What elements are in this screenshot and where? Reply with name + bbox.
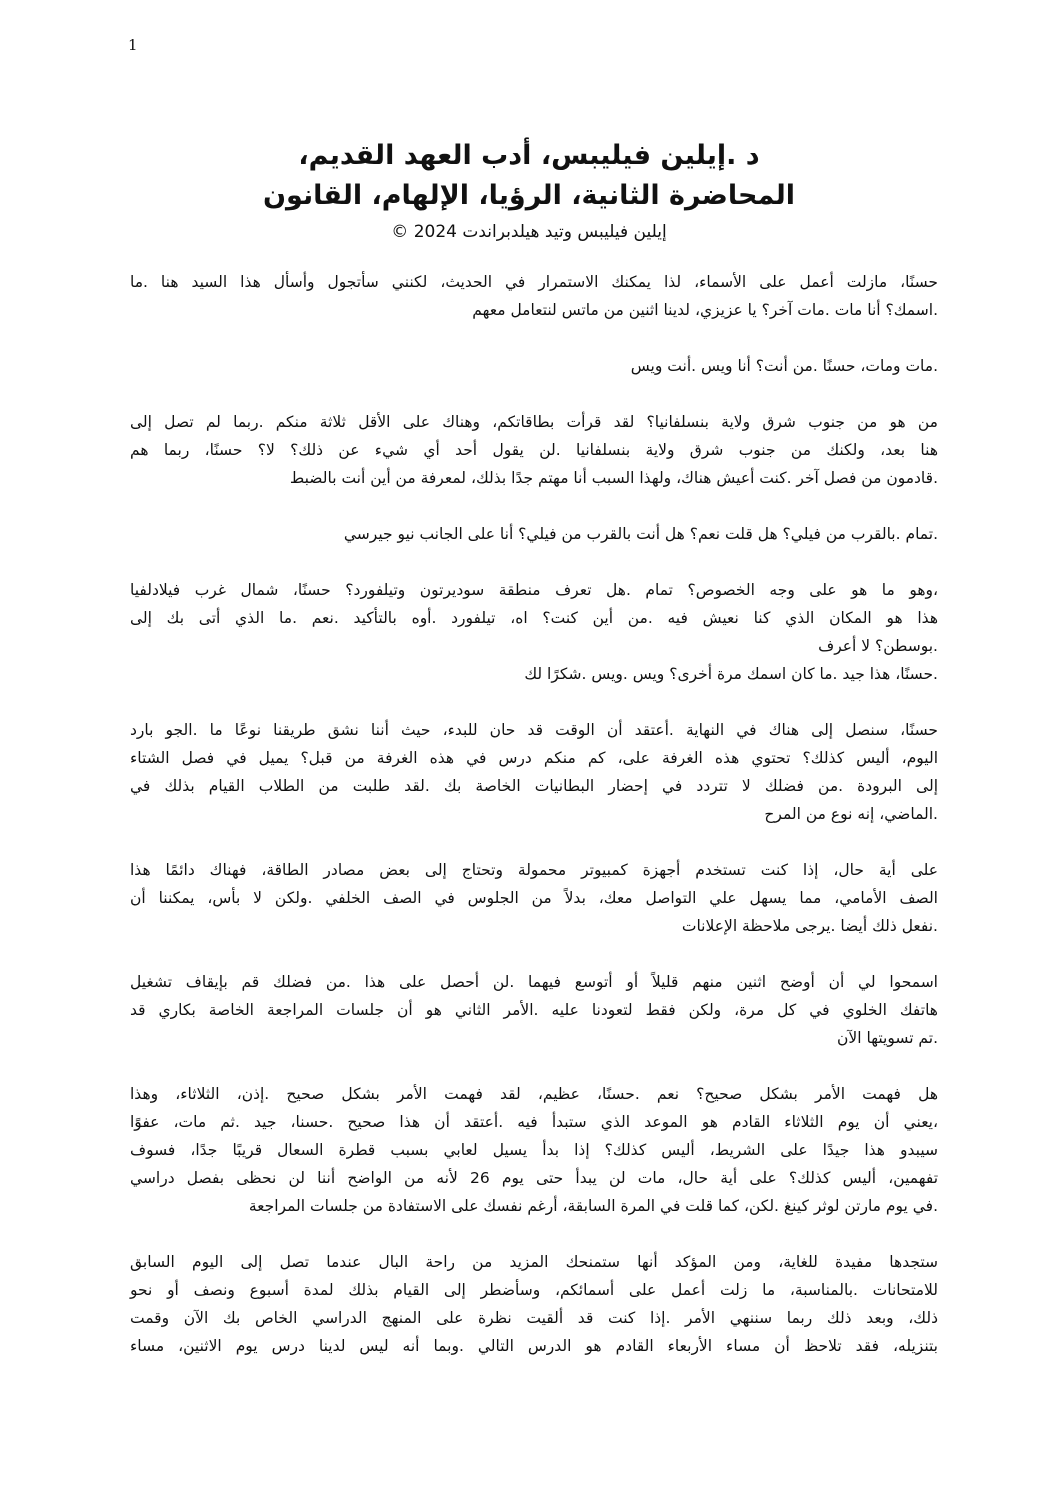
paragraph	[130, 520, 938, 548]
paragraph-line: سيبدو هذا جيدًا على الشريط، أليس كذلك؟ إذا بدأ يسيل لعابي بسبب قطرة السعال قريبًا جدًا، فسوف	[130, 1141, 938, 1159]
paragraph	[130, 1248, 938, 1360]
paragraph-line: اسمحوا لي أن أوضح اثنين منهم قليلاً أو أتوسع فيهما .لن أحصل على هذا .من فضلك قم بإيقاف تشغيل	[130, 973, 938, 991]
paragraph-line: .قادمون من فصل آخر .كنت أعيش هناك، ولهذا السبب أنا مهتم جدًا بذلك، لمعرفة من أين أنت بالضبط	[289, 469, 938, 487]
paragraph-line: ذلك، وبعد ذلك ربما سننهي الأمر .إذا كنت قد ألقيت نظرة على المنهج الدراسي الخاص بك الآن وقمت	[130, 1309, 938, 1327]
paragraph-line: من هو من جنوب شرق ولاية بنسلفانيا؟ لقد قرأت بطاقاتكم، وهناك على الأقل ثلاثة منكم .ربما لم تصل إلى	[130, 413, 938, 431]
document-title-line-2: المحاضرة الثانية، الرؤيا، الإلهام، القانون	[263, 180, 795, 211]
paragraph-line: .مات ومات، حسنًا .من أنت؟ أنا ويس .أنت ويس	[630, 357, 938, 375]
paragraph-line: هنا بعد، ولكنك من جنوب شرق ولاية بنسلفانيا .لن يقول أحد أي شيء عن ذلك؟ لا؟ حسنًا، ربما هم	[130, 441, 938, 459]
paragraph	[130, 716, 938, 828]
paragraph-line: حسنًا، مازلت أعمل على الأسماء، لذا يمكنك الاستمرار في الحديث، لكنني سأتجول وأسأل هذا السيد هنا .ما	[130, 273, 938, 291]
paragraph-line: الصف الأمامي، مما يسهل علي التواصل معك، بدلاً من الجلوس في الصف الخلفي .ولكن لا بأس، يمكننا أن	[130, 889, 938, 907]
paragraph-line: هل فهمت الأمر بشكل صحيح؟ نعم .حسنًا، عظيم، لقد فهمت الأمر بشكل صحيح .إذن، الثلاثاء، وهذا	[130, 1085, 938, 1103]
paragraph-line: هاتفك الخلوي في كل مرة، ولكن فقط لتعودنا عليه .الأمر الثاني هو أن جلسات المراجعة الخاصة بكاري قد	[130, 1001, 938, 1019]
paragraph-line: على أية حال، إذا كنت تستخدم أجهزة كمبيوتر محمولة وتحتاج إلى بعض مصادر الطاقة، فهناك دائمًا هذا	[130, 861, 938, 879]
paragraph-line: بتنزيله، فقد تلاحظ أن مساء الأربعاء القادم هو الدرس التالي .وبما أنه ليس لدينا درس يوم الاثنين، مساء	[130, 1337, 938, 1355]
paragraph-line: .في يوم مارتن لوثر كينغ .لكن، كما قلت في المرة السابقة، أرغم نفسك على الاستفادة من جلسات المراجعة	[248, 1197, 938, 1215]
page-number: 1	[128, 36, 138, 54]
paragraph	[130, 1080, 938, 1220]
paragraph	[130, 352, 938, 380]
copyright-line: إيلين فيليبس وتيد هيلدبراندت 2024 ©	[391, 222, 667, 242]
paragraph-line: .نفعل ذلك أيضا .يرجى ملاحظة الإعلانات	[681, 917, 938, 935]
paragraph-line: إلى البرودة .من فضلك لا تتردد في إحضار البطانيات الخاصة بك .لقد طلبت من الطلاب القيام بذلك في	[130, 777, 938, 795]
paragraph-line: .تم تسويتها الآن	[837, 1029, 938, 1047]
document-title-line-1: د .إيلين فيليبس، أدب العهد القديم،	[298, 140, 760, 171]
paragraph	[130, 576, 938, 688]
paragraph-line: ،وهو ما هو على وجه الخصوص؟ تمام .هل تعرف منطقة سوديرتون وتيلفورد؟ حسنًا، شمال غرب فيلادلفيا	[130, 581, 938, 599]
paragraph-line: .حسنًا، هذا جيد .ما كان اسمك مرة أخرى؟ ويس .ويس .شكرًا لك	[524, 665, 938, 683]
paragraph-line: تفهمين، أليس كذلك؟ على أية حال، مات لن يبدأ حتى يوم 26 لأنه من الواضح أننا لن نحظى بفصل دراسي	[130, 1169, 939, 1187]
paragraph-line: حسنًا، سنصل إلى هناك في النهاية .أعتقد أن الوقت قد حان للبدء، حيث أننا نشق طريقنا نوعًا ما .الجو بارد	[130, 721, 938, 739]
paragraph	[130, 408, 938, 492]
paragraph	[130, 268, 938, 324]
paragraph-line: ستجدها مفيدة للغاية، ومن المؤكد أنها ستمنحك المزيد من راحة البال عندما تصل إلى اليوم السابق	[130, 1253, 938, 1271]
paragraph	[130, 856, 938, 940]
paragraph-line: للامتحانات .بالمناسبة، ما زلت أعمل على أسمائكم، وسأضطر إلى القيام بذلك لمدة أسبوع ونصف أو نحو	[130, 1281, 938, 1299]
paragraph-line: اليوم، أليس كذلك؟ تحتوي هذه الغرفة على، كم منكم درس في هذه الغرفة من قبل؟ يميل في فصل الشتاء	[130, 749, 938, 767]
paragraph	[130, 968, 938, 1052]
paragraph-line: .تمام .بالقرب من فيلي؟ هل قلت نعم؟ هل أنت بالقرب من فيلي؟ أنا على الجانب نيو جيرسي	[343, 525, 938, 543]
paragraph-line: .اسمك؟ أنا مات .مات آخر؟ يا عزيزي، لدينا اثنين من ماتس لنتعامل معهم	[472, 301, 938, 319]
document-body	[130, 268, 938, 1388]
paragraph-line: ،يعني أن يوم الثلاثاء القادم هو الموعد الذي ستبدأ فيه .أعتقد أن هذا صحيح .حسنا، جيد .ثم مات، عفوًا	[130, 1113, 938, 1131]
paragraph-line: .الماضي، إنه نوع من المرح	[764, 805, 938, 823]
paragraph-line: هذا هو المكان الذي كنا نعيش فيه .من أين كنت؟ اه، تيلفورد .أوه بالتأكيد .نعم .ما الذي أتى بك إلى	[130, 609, 938, 627]
paragraph-line: .بوسطن؟ لا أعرف	[818, 637, 938, 655]
